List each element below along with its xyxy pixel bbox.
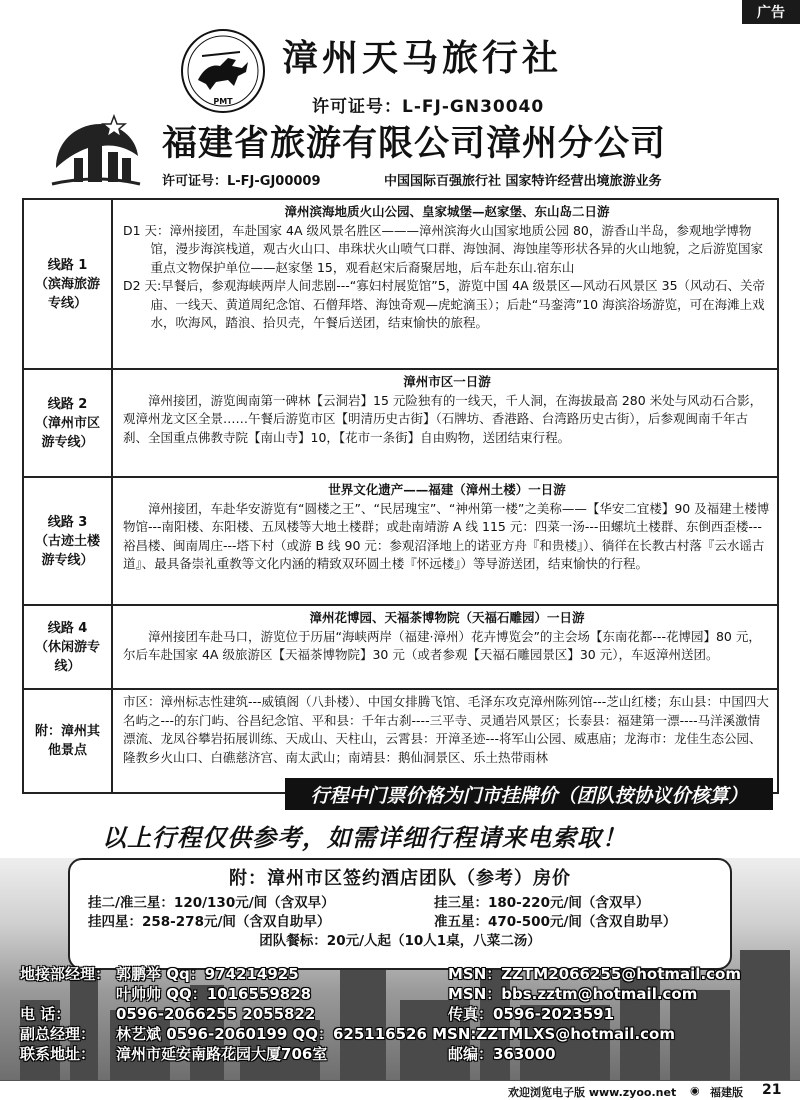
- routes-table: [22, 198, 779, 794]
- fujian-tourism-logo-icon: [48, 112, 144, 192]
- route-content: [115, 200, 777, 333]
- slogan: 以上行程仅供参考，如需详细行程请来电索取！: [102, 824, 627, 852]
- contact-line: [20, 984, 790, 1004]
- footer-edition: 福建版: [710, 1086, 743, 1099]
- route-title: 漳州花博园、天福茶博物院（天福石雕园）一日游: [309, 610, 585, 625]
- route-paragraph: 市区：漳州标志性建筑---威镇阁（八卦楼）、中国女排腾飞馆、毛泽东攻克漳州陈列馆---芝山红楼；东山县：中国四大名屿之---的东门屿、谷昌纪念馆、平和县：千年古刹----三平寺、灵通岩风景区；长泰县：福建第一漂----马洋溪激情漂流、龙凤谷攀岩拓展训练、天成山、天柱山，云霄县：开漳圣迹---将军山公园、威惠庙；龙海市：龙佳生态公园、隆教乡火山口、白礁慈济宫、南太武山；南靖县：鹅仙洞景区、乐土热带雨林: [123, 694, 769, 765]
- contact-line: [20, 1004, 790, 1024]
- route-row: [24, 478, 777, 606]
- route-content: [115, 370, 777, 447]
- hotel-price: 挂二/准三星：120/130元/间（含双早）: [88, 895, 335, 911]
- agency2-description: 中国国际百强旅行社 国家特许经营出境旅游业务: [384, 174, 662, 189]
- contact-msn: MSN：bbs.zztm@hotmail.com: [448, 985, 698, 1003]
- route-content: [115, 606, 777, 665]
- page-number: 21: [762, 1082, 782, 1098]
- contact-gm: 林艺斌 0596-2060199 QQ：625116526 MSN:ZZTMLXS@hotmail.com: [116, 1025, 675, 1043]
- hotel-price: 挂三星：180-220元/间（含双早）: [434, 895, 650, 911]
- hotel-price: 准五星：470-500元/间（含双自助早）: [434, 914, 677, 930]
- route-title: 漳州市区一日游: [403, 374, 491, 389]
- hotel-price: 挂四星：258-278元/间（含双自助早）: [88, 914, 331, 930]
- contact-fax: 传真：0596-2023591: [448, 1005, 615, 1023]
- hotel-prices-box: [68, 858, 732, 970]
- tianma-logo-icon: [180, 28, 266, 114]
- contact-label: 地接部经理：: [20, 965, 111, 983]
- contact-postcode: 邮编：363000: [448, 1045, 556, 1063]
- contact-manager1: 郭鹏举 Qq：974214925: [116, 965, 299, 983]
- route-label: 线路 1 （滨海旅游专线）: [24, 200, 113, 368]
- route-paragraph: 漳州接团车赴马口，游览位于历届“海峡两岸（福建·漳州）花卉博览会”的主会场【东南花都---花博园】80 元，尔后车赴国家 4A 级旅游区【天福茶博物院】30 元（或者参观【天福石雕园景区】30 元），车返漳州送团。: [123, 628, 761, 662]
- ad-tag: 广告: [742, 0, 800, 24]
- contact-address: 漳州市延安南路花园大厦706室: [116, 1045, 328, 1063]
- contact-block: [20, 964, 790, 1064]
- route-paragraph: D1 天：漳州接团，车赴国家 4A 级风景名胜区———漳州滨海火山国家地质公园 80，游香山半岛，参观地学博物馆，漫步海滨栈道，观古火山口、串珠状火山喷气口群、海蚀洞、海蚀崖等形状各异的火山地貌，之后游览国家重点文物保护单位——赵家堡 15，观看赵宋后裔聚居地，后车赴东山.宿东山: [123, 222, 764, 275]
- agency2-name: 福建省旅游有限公司漳州分公司: [162, 124, 667, 164]
- agency1-name: 漳州天马旅行社: [282, 38, 563, 79]
- route-row: [24, 370, 777, 478]
- route-content: [115, 478, 777, 574]
- route-paragraph: D2 天:早餐后，参观海峡两岸人间悲剧---“寡妇村展览馆”5，游览中国 4A 级景区—风动石风景区 35（风动石、关帝庙、一线天、黄道周纪念馆、石僧拜塔、海蚀奇观—虎蛇滴玉）；后赴“马銮湾”10 海滨浴场游览，可在海滩上戏水，吹海风，踏浪、拾贝壳，午餐后送团，结束愉快的旅程。: [123, 278, 766, 330]
- footer-edition-icon: ◉: [690, 1084, 700, 1097]
- page-footer: [0, 1080, 800, 1100]
- route-row: [24, 690, 777, 792]
- contact-manager2: 叶帅帅 QQ：1016559828: [116, 985, 312, 1003]
- contact-msn: MSN：ZZTM2066255@hotmail.com: [448, 965, 741, 983]
- contact-line: [20, 1024, 790, 1044]
- contact-line: [20, 1044, 790, 1064]
- route-label: 线路 3 （古迹土楼游专线）: [24, 478, 113, 604]
- route-label: 线路 2 （漳州市区游专线）: [24, 370, 113, 476]
- route-title: 漳州滨海地质火山公园、皇家城堡—赵家堡、东山岛二日游: [284, 204, 610, 219]
- hotel-prices-title: 附：漳州市区签约酒店团队（参考）房价: [229, 868, 571, 889]
- route-title: 世界文化遗产——福建（漳州土楼）一日游: [328, 482, 566, 497]
- hotel-price-row: [84, 913, 716, 932]
- contact-label: 电 话：: [20, 1005, 71, 1023]
- agency2-license: 许可证号：L-FJ-GJ00009: [162, 174, 321, 189]
- contact-label: 副总经理：: [20, 1025, 96, 1043]
- logo-text: PMT: [213, 97, 233, 106]
- route-paragraph: 漳州接团，车赴华安游览有“圆楼之王”、“民居瑰宝”、“神州第一楼”之美称——【华安二宜楼】90 及福建土楼博物馆---南阳楼、东阳楼、五凤楼等大地土楼群；或赴南靖游 A 线 115 元：四菜一汤---田螺坑土楼群、东倒西歪楼---裕昌楼、闽南周庄---塔下村（或游 B 线 90 元：参观沼泽地上的诺亚方舟『和贵楼』）、徜徉在长教古村落『云水谣古道』、最具备崇礼重教等文化内涵的精致双环圆土楼『怀远楼』）等导游送团，结束愉快的行程。: [123, 500, 770, 571]
- agency1-license: 许可证号：L-FJ-GN30040: [312, 97, 545, 117]
- route-label: 附：漳州其他景点: [24, 690, 113, 792]
- contact-line: [20, 964, 790, 984]
- notice-banner: 行程中门票价格为门市挂牌价（团队按协议价核算）: [285, 778, 773, 810]
- route-paragraph: 漳州接团，游览闽南第一碑林【云洞岩】15 元险独有的一线天，千人洞，在海拔最高 280 米处与风动石合影，观漳州龙文区全景……午餐后游览市区【明清历史古街】（石牌坊、香港路、台湾路历史古街），后参观闽南千年古刹、全国重点佛教寺院【南山寺】10，【花市一条街】自由购物，送团结束行程。: [123, 392, 763, 445]
- route-content: [115, 690, 777, 767]
- meal-standard: 团队餐标：20元/人起（10人1桌，八菜二汤）: [259, 933, 541, 949]
- hotel-price-row: [84, 894, 716, 913]
- route-row: [24, 200, 777, 370]
- route-label: 线路 4 （休闲游专线）: [24, 606, 113, 688]
- contact-phone: 0596-2066255 2055822: [116, 1005, 316, 1023]
- route-row: [24, 606, 777, 690]
- footer-site: 欢迎浏览电子版 www.zyoo.net: [508, 1086, 677, 1099]
- contact-label: 联系地址：: [20, 1045, 96, 1063]
